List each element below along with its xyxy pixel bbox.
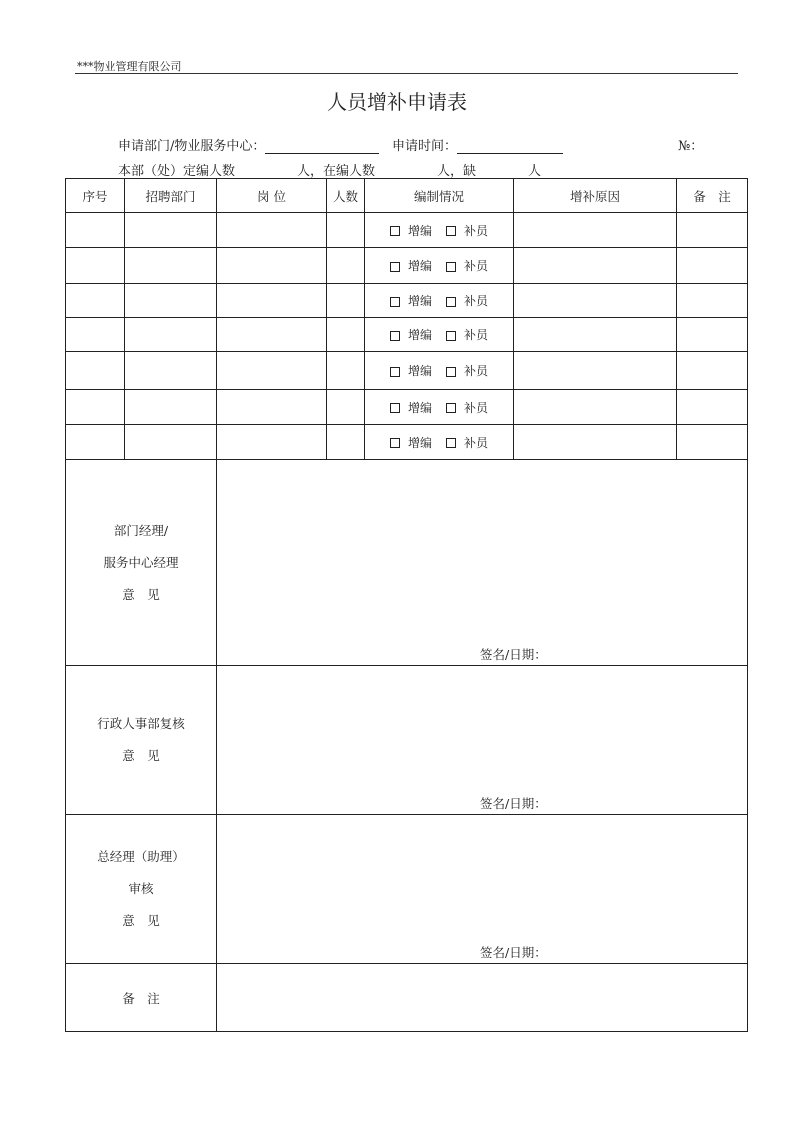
table-cell[interactable] — [125, 284, 217, 318]
label-line: 审核 — [128, 881, 154, 896]
dept-label: 申请部门/物业服务中心： — [118, 139, 266, 154]
table-cell[interactable] — [217, 213, 327, 248]
table-cell[interactable] — [125, 352, 217, 390]
remarks-row — [66, 964, 748, 1032]
label-line: 意 见 — [122, 748, 160, 763]
table-cell[interactable] — [217, 390, 327, 425]
table-row — [66, 352, 748, 390]
signature-date-label: 签名/日期： — [480, 796, 547, 811]
table-row — [66, 390, 748, 425]
table-row — [66, 213, 748, 248]
checkbox-icon[interactable] — [446, 226, 456, 236]
table-cell[interactable] — [327, 390, 365, 425]
table-cell[interactable] — [514, 352, 677, 390]
opinion-area[interactable] — [217, 815, 748, 964]
remarks-area[interactable] — [217, 964, 748, 1032]
unit-label: 人 — [528, 164, 542, 179]
table-cell[interactable] — [327, 284, 365, 318]
table-header-row — [66, 179, 748, 213]
date-label: 申请时间： — [392, 139, 458, 154]
table-cell[interactable] — [677, 213, 748, 248]
label-line: 服务中心经理 — [103, 554, 179, 570]
staffing-options[interactable] — [365, 248, 514, 284]
table-cell[interactable] — [66, 213, 125, 248]
option-add[interactable]: 增编 — [390, 224, 432, 238]
table-cell[interactable] — [677, 352, 748, 390]
table-cell[interactable] — [327, 248, 365, 284]
table-cell[interactable] — [327, 352, 365, 390]
table-cell[interactable] — [66, 248, 125, 284]
table-cell[interactable] — [677, 390, 748, 425]
headcount-line[interactable] — [118, 160, 541, 179]
table-cell[interactable] — [125, 425, 217, 460]
staffing-options[interactable] — [365, 352, 514, 390]
form-title: 人员增补申请表 — [327, 90, 467, 114]
option-add[interactable]: 增编 — [390, 401, 432, 415]
date-field[interactable] — [392, 135, 563, 154]
col-header: 岗 位 — [217, 179, 327, 213]
staffing-options[interactable] — [365, 284, 514, 318]
signature-date-label: 签名/日期： — [480, 647, 547, 662]
table-row — [66, 284, 748, 318]
table-cell[interactable] — [125, 213, 217, 248]
table-cell[interactable] — [66, 352, 125, 390]
signature-date-label: 签名/日期： — [480, 945, 547, 960]
dept-field[interactable] — [118, 135, 379, 154]
table-cell[interactable] — [514, 248, 677, 284]
option-add[interactable]: 增编 — [390, 259, 432, 273]
approval-row — [66, 460, 748, 666]
label-line: 意 见 — [122, 913, 160, 928]
checkbox-icon[interactable] — [446, 262, 456, 272]
checkbox-icon[interactable] — [446, 367, 456, 377]
col-header: 序号 — [66, 179, 125, 213]
label-line: 部门经理/ — [113, 522, 169, 538]
staffing-options[interactable] — [365, 390, 514, 425]
table-cell[interactable] — [514, 318, 677, 352]
staffing-options[interactable] — [365, 318, 514, 352]
table-cell[interactable] — [125, 318, 217, 352]
option-fill[interactable]: 补员 — [446, 294, 488, 308]
option-add[interactable]: 增编 — [390, 328, 432, 342]
option-add[interactable]: 增编 — [390, 436, 432, 450]
current-label: 人，在编人数 — [297, 164, 376, 179]
approval-row — [66, 666, 748, 815]
option-add[interactable]: 增编 — [390, 364, 432, 378]
checkbox-icon[interactable] — [446, 403, 456, 413]
table-cell[interactable] — [217, 318, 327, 352]
table-cell[interactable] — [217, 425, 327, 460]
table-cell[interactable] — [677, 248, 748, 284]
table-cell[interactable] — [66, 425, 125, 460]
table-cell[interactable] — [327, 213, 365, 248]
table-cell[interactable] — [125, 390, 217, 425]
table-cell[interactable] — [66, 284, 125, 318]
table-row — [66, 425, 748, 460]
label-line: 行政人事部复核 — [97, 716, 185, 731]
checkbox-icon[interactable] — [390, 297, 400, 307]
col-header: 人数 — [327, 179, 365, 213]
table-cell[interactable] — [66, 390, 125, 425]
quota-label: 本部（处）定编人数 — [118, 164, 236, 179]
table-cell[interactable] — [217, 284, 327, 318]
table-cell[interactable] — [327, 318, 365, 352]
checkbox-icon[interactable] — [390, 367, 400, 377]
option-fill[interactable]: 补员 — [446, 401, 488, 415]
label-line: 总经理（助理） — [97, 849, 185, 864]
checkbox-icon[interactable] — [390, 331, 400, 341]
table-row — [66, 318, 748, 352]
table-cell[interactable] — [514, 390, 677, 425]
option-fill[interactable]: 补员 — [446, 328, 488, 342]
checkbox-icon[interactable] — [446, 331, 456, 341]
approval-label — [66, 815, 217, 964]
table-cell[interactable] — [514, 284, 677, 318]
option-fill[interactable]: 补员 — [446, 259, 488, 273]
option-fill[interactable]: 补员 — [446, 224, 488, 238]
checkbox-icon[interactable] — [390, 438, 400, 448]
option-fill[interactable]: 补员 — [446, 364, 488, 378]
opinion-area[interactable] — [217, 460, 748, 666]
table-cell[interactable] — [677, 425, 748, 460]
checkbox-icon[interactable] — [390, 226, 400, 236]
col-header: 增补原因 — [514, 179, 677, 213]
table-cell[interactable] — [125, 248, 217, 284]
col-header: 招聘部门 — [125, 179, 217, 213]
header-divider — [75, 73, 738, 74]
label-line: 意 见 — [122, 586, 160, 602]
checkbox-icon[interactable] — [446, 438, 456, 448]
company-name: ***物业管理有限公司 — [77, 60, 182, 73]
table-cell[interactable] — [217, 352, 327, 390]
approval-label — [66, 460, 217, 666]
checkbox-icon[interactable] — [446, 297, 456, 307]
table-cell[interactable] — [327, 425, 365, 460]
shortage-label: 人，缺 — [437, 164, 477, 179]
approval-label — [66, 666, 217, 815]
option-fill[interactable]: 补员 — [446, 436, 488, 450]
checkbox-icon[interactable] — [390, 403, 400, 413]
table-cell[interactable] — [514, 213, 677, 248]
approval-row — [66, 815, 748, 964]
table-cell[interactable] — [66, 318, 125, 352]
staffing-options[interactable] — [365, 425, 514, 460]
opinion-area[interactable] — [217, 666, 748, 815]
staffing-options[interactable] — [365, 213, 514, 248]
remarks-label: 备 注 — [66, 964, 217, 1032]
table-row — [66, 248, 748, 284]
col-header: 备 注 — [677, 179, 748, 213]
number-label: №： — [678, 139, 704, 154]
checkbox-icon[interactable] — [390, 262, 400, 272]
request-table — [65, 178, 748, 1032]
table-cell[interactable] — [677, 318, 748, 352]
table-cell[interactable] — [677, 284, 748, 318]
table-cell[interactable] — [514, 425, 677, 460]
col-header: 编制情况 — [365, 179, 514, 213]
option-add[interactable]: 增编 — [390, 294, 432, 308]
table-cell[interactable] — [217, 248, 327, 284]
